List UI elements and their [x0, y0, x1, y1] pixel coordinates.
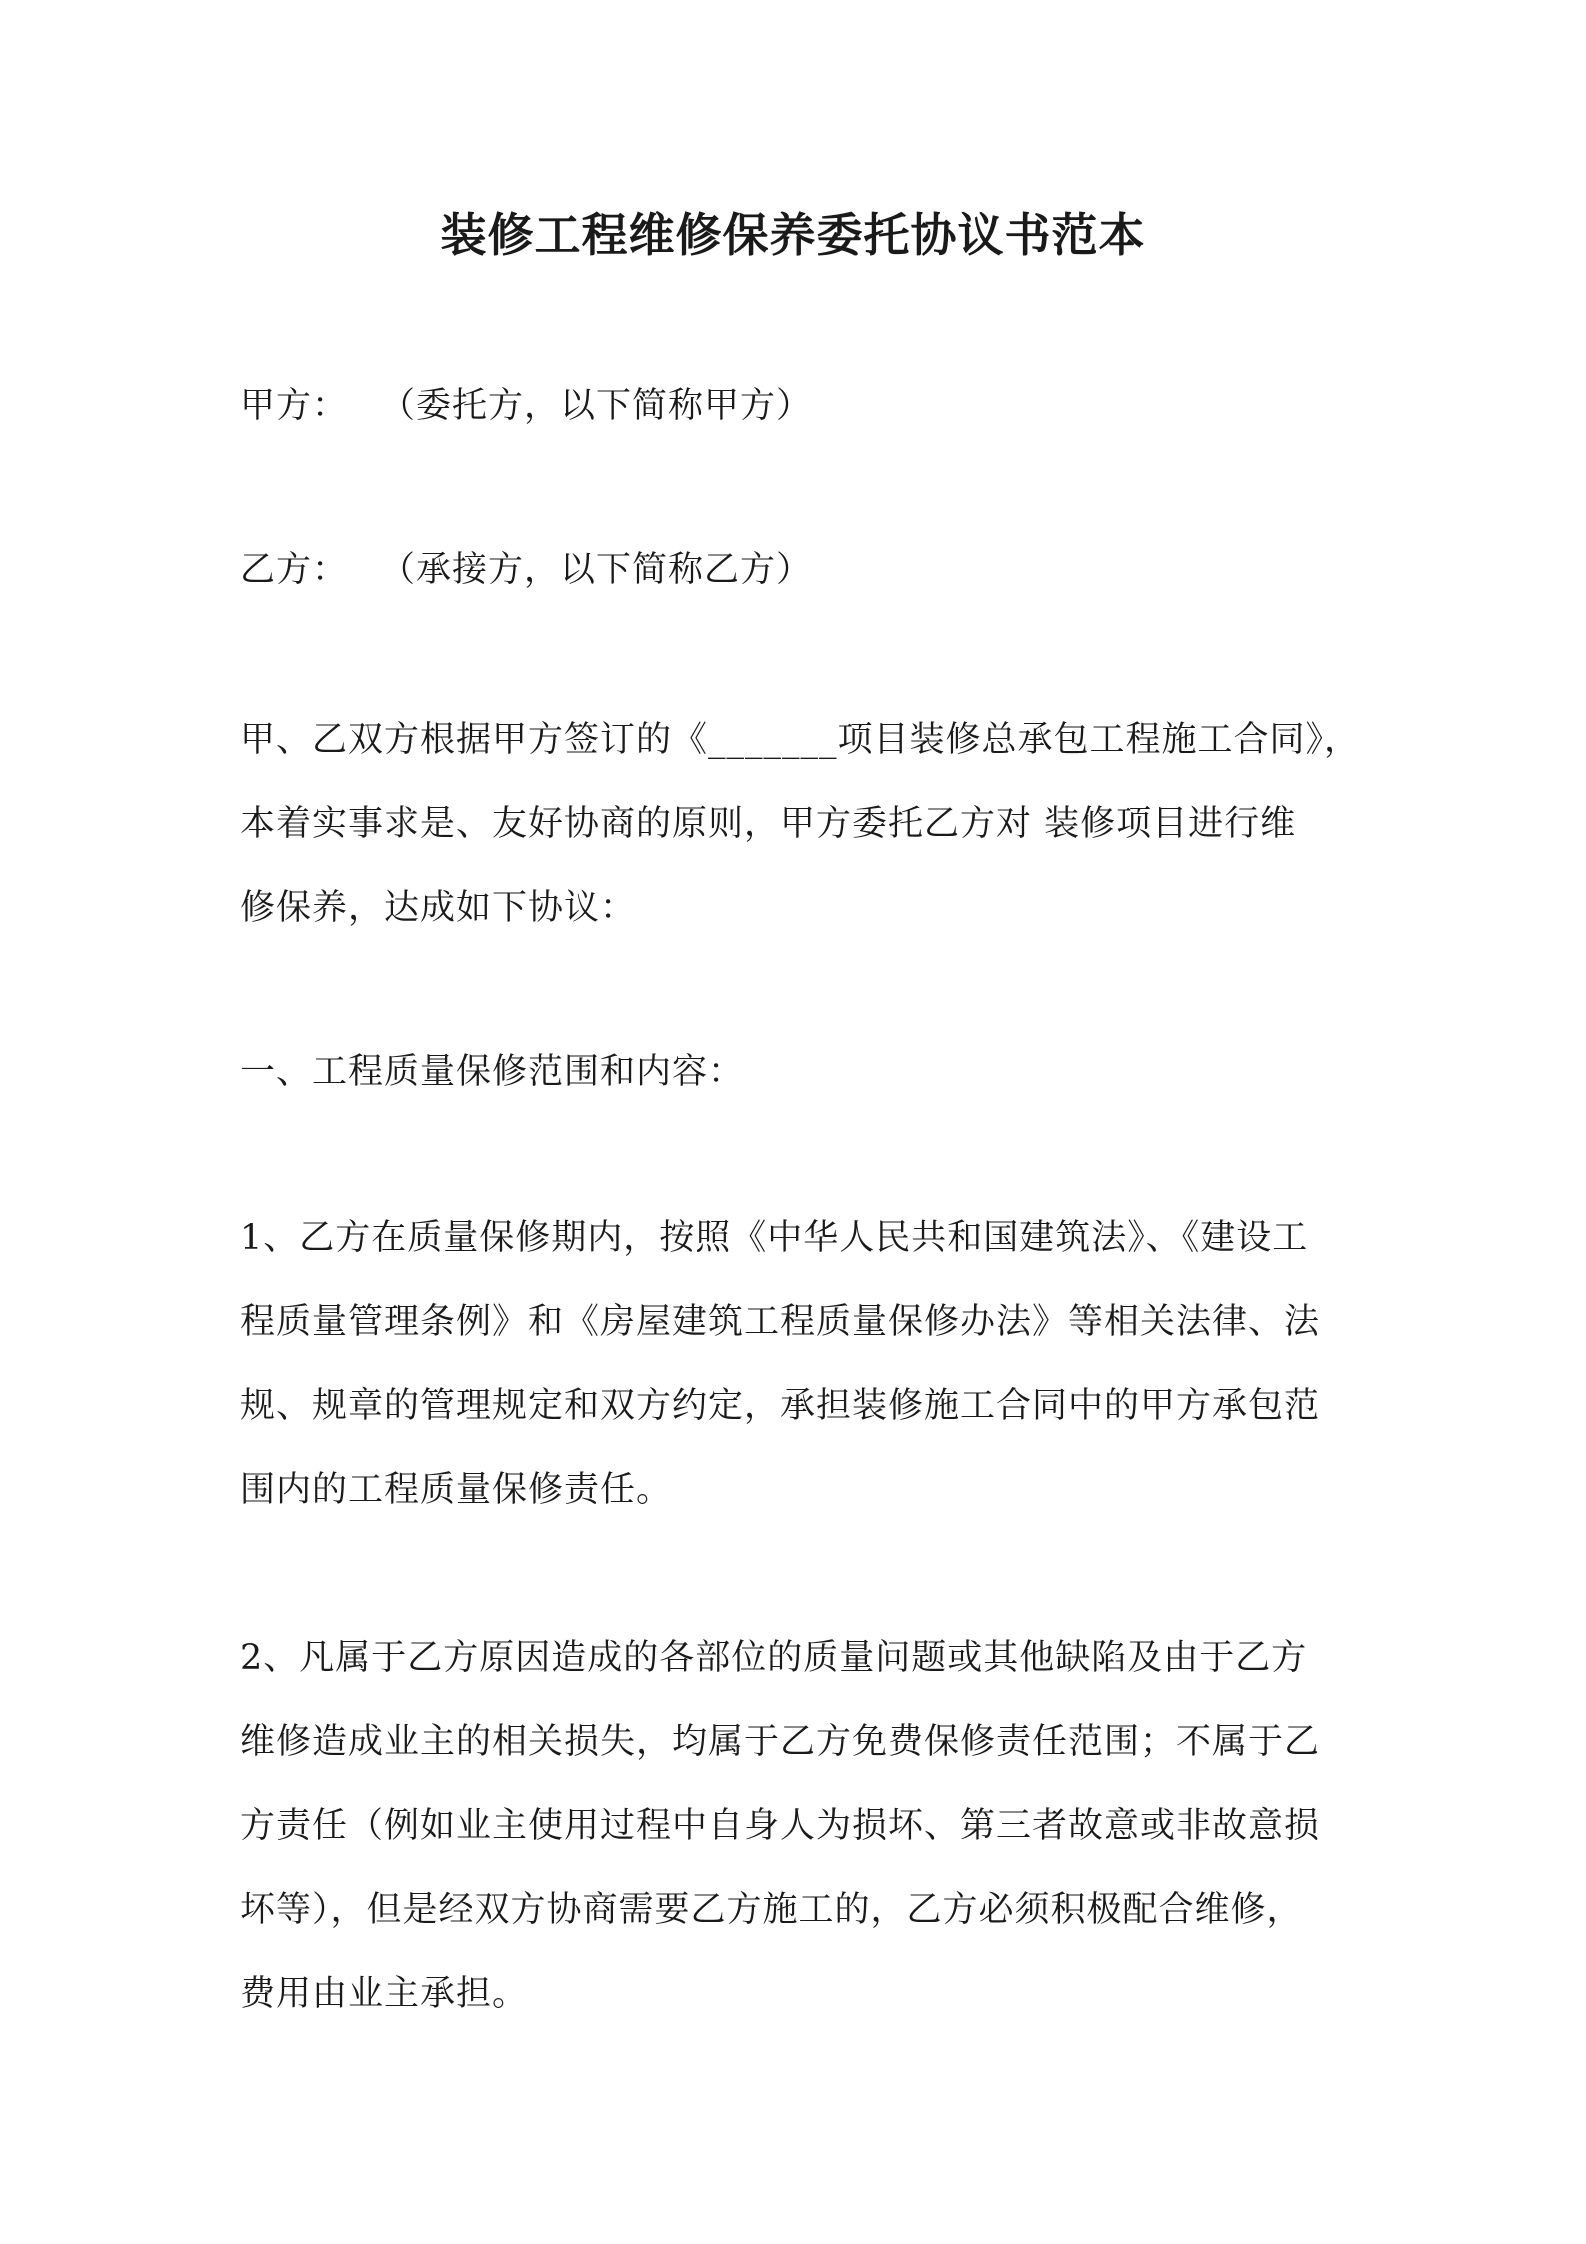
clause-1-line: 程质量管理条例》和《房屋建筑工程质量保修办法》等相关法律、法: [240, 1302, 1321, 1342]
intro-line-1-pre: 甲、乙双方根据甲方签订的《: [240, 720, 709, 760]
clause-1-line: 规、规章的管理规定和双方约定，承担装修施工合同中的甲方承包范: [240, 1386, 1321, 1426]
party-a-desc: （委托方，以下简称甲方）: [380, 386, 813, 426]
party-a-line: [240, 364, 1360, 448]
clause-2-line: 方责任（例如业主使用过程中自身人为损坏、第三者故意或非故意损: [240, 1806, 1321, 1846]
project-name-blank: _______: [708, 720, 838, 760]
document-title: 装修工程维修保养委托协议书范本: [440, 208, 1146, 262]
party-b-desc: （承接方，以下简称乙方）: [380, 550, 813, 590]
intro-line-1: [240, 698, 1360, 782]
section-1-heading: [240, 1030, 1360, 1114]
clause-2-line: 维修造成业主的相关损失，均属于乙方免费保修责任范围；不属于乙: [240, 1722, 1321, 1762]
clause-2-paragraph: [240, 1616, 1360, 2036]
intro-line-3: 修保养，达成如下协议：: [240, 888, 637, 928]
intro-paragraph: [240, 698, 1360, 950]
party-b-line: [240, 528, 1360, 612]
clause-2-line: 坏等），但是经双方协商需要乙方施工的，乙方必须积极配合维修，: [240, 1890, 1303, 1930]
clause-1-paragraph: [240, 1196, 1360, 1532]
clause-2-line: 2、凡属于乙方原因造成的各部位的质量问题或其他缺陷及由于乙方: [240, 1638, 1308, 1678]
clause-1-line: 围内的工程质量保修责任。: [240, 1470, 673, 1510]
section-1-heading-text: 一、工程质量保修范围和内容：: [240, 1052, 745, 1092]
party-a-label: 甲方：: [240, 386, 349, 426]
party-b-label: 乙方：: [240, 550, 349, 590]
clause-1-line: 1、乙方在质量保修期内，按照《中华人民共和国建筑法》、《建设工: [240, 1218, 1309, 1258]
clause-2-line: 费用由业主承担。: [240, 1974, 529, 2014]
intro-line-1-post: 项目装修总承包工程施工合同》，: [837, 720, 1361, 760]
intro-line-2: 本着实事求是、友好协商的原则，甲方委托乙方对 装修项目进行维: [240, 804, 1297, 844]
